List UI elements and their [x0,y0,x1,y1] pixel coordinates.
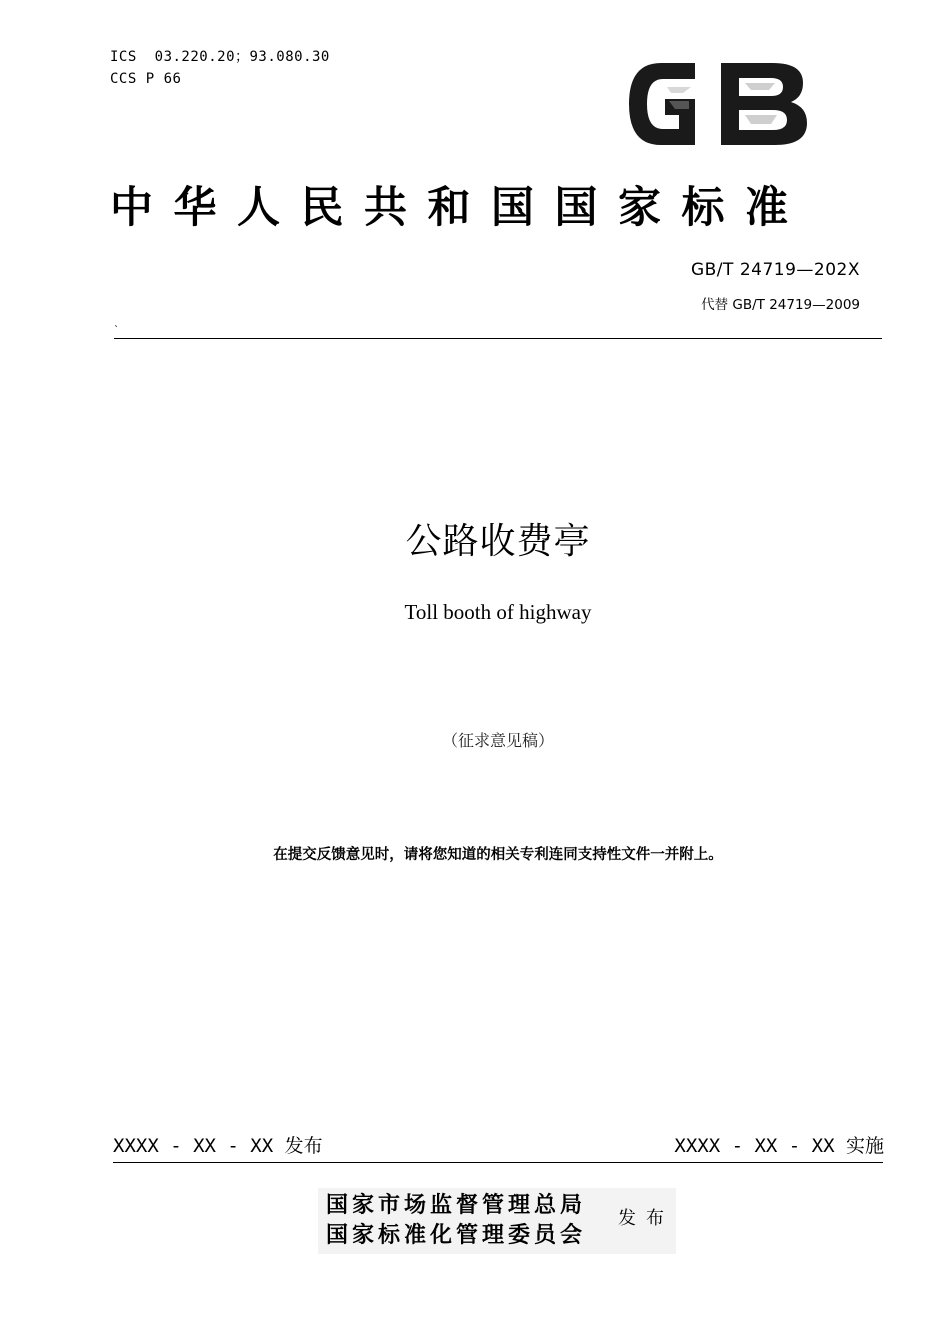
gb-logo-icon [625,57,811,151]
issuer-name-1: 国家市场监督管理总局 [326,1192,587,1218]
issuer-action: 发布 [618,1208,674,1229]
implementation-date: XXXX - XX - XX 实施 [674,1135,884,1157]
ics-code: ICS 03.220.20；93.080.30 [110,49,330,65]
document-title-en: Toll booth of highway [404,600,592,624]
issue-date: XXXX - XX - XX 发布 [113,1135,323,1157]
tick-mark: ` [114,325,119,336]
issuer-block [318,1188,676,1254]
patent-note: 在提交反馈意见时，请将您知道的相关专利连同支持性文件一并附上。 [273,847,723,863]
footer-divider [113,1162,883,1163]
ccs-code: CCS P 66 [110,71,182,87]
standard-number: GB/T 24719—202X [690,260,860,280]
draft-label: （征求意见稿） [441,731,554,750]
document-title-zh: 公路收费亭 [405,521,591,562]
national-standard-title: 中华人民共和国国家标准 [110,183,809,233]
header-divider [114,338,882,339]
issuer-name-2: 国家标准化管理委员会 [326,1222,587,1248]
replaced-standard: 代替 GB/T 24719—2009 [701,297,860,313]
